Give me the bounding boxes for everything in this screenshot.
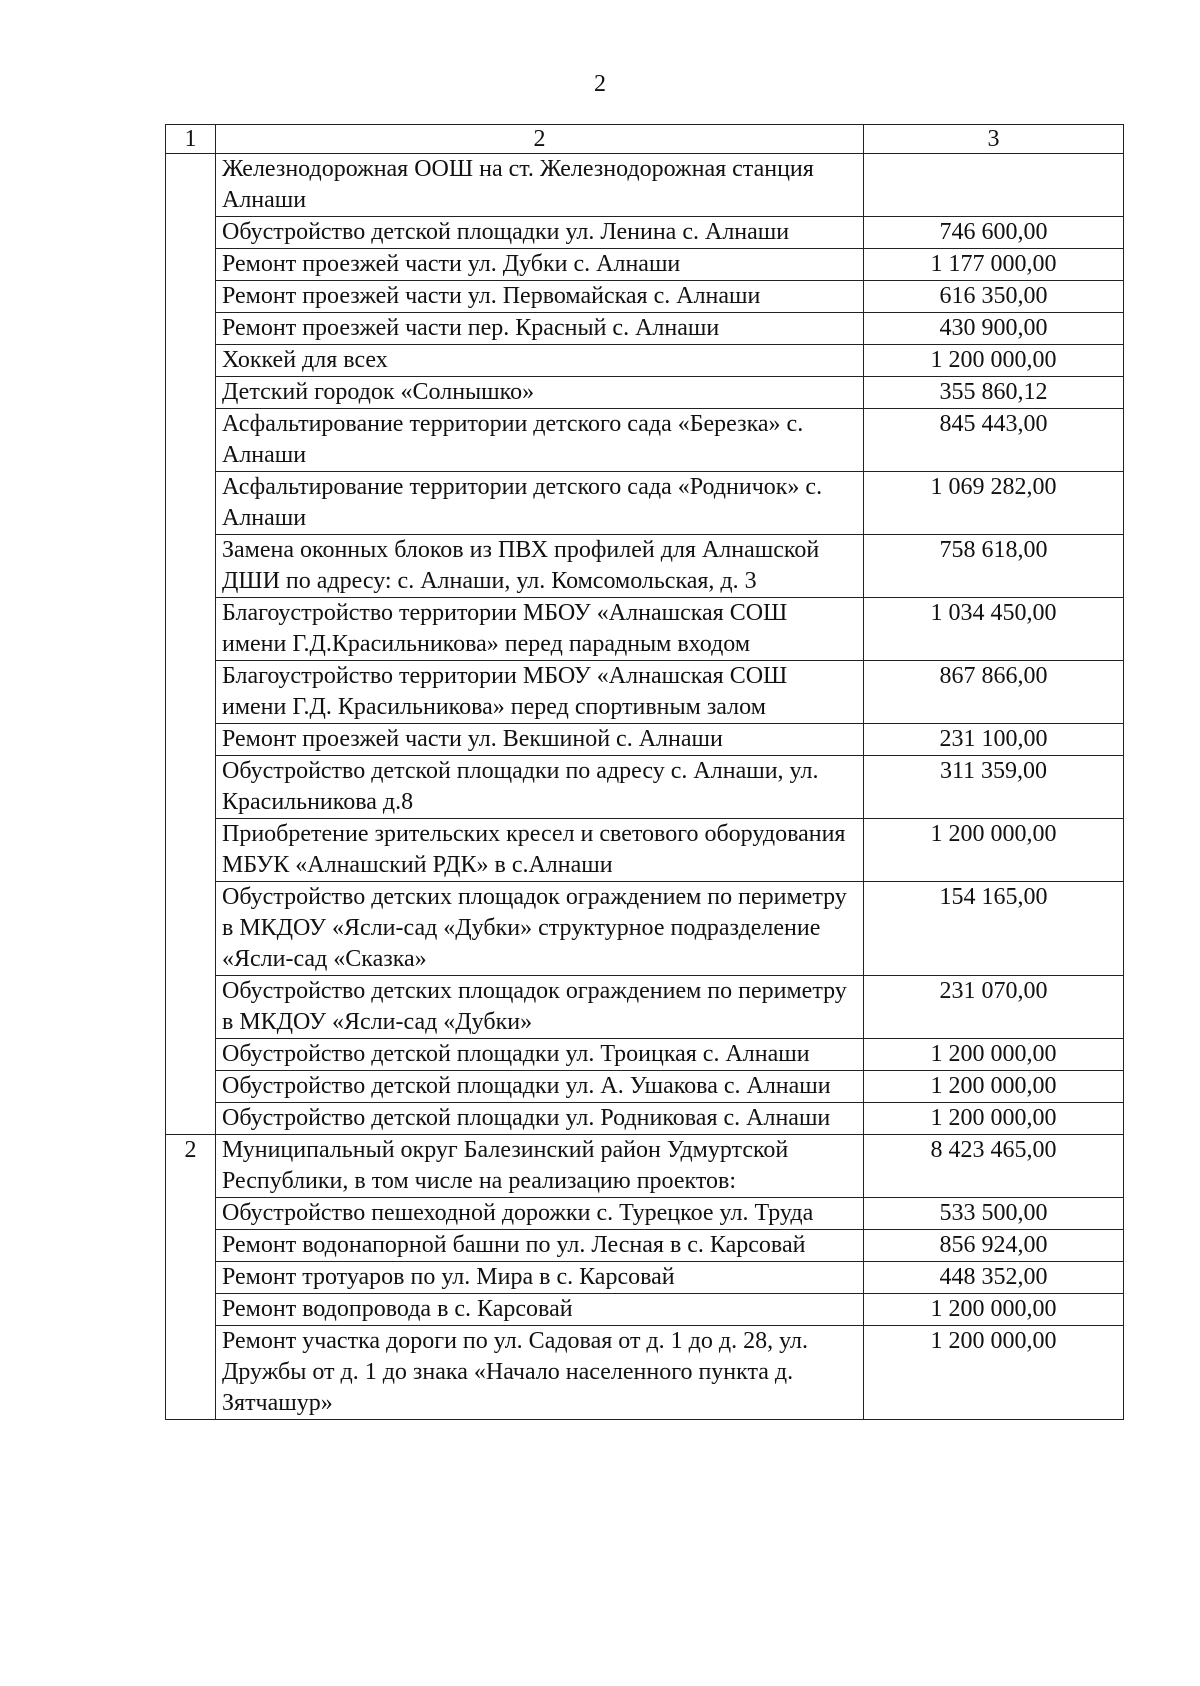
project-description: Благоустройство территории МБОУ «Алнашская СОШ имени Г.Д. Красильникова» перед спортивным залом — [216, 661, 864, 724]
project-description: Ремонт водонапорной башни по ул. Лесная в с. Карсовай — [216, 1230, 864, 1262]
table-row — [166, 377, 1124, 409]
table-row — [166, 724, 1124, 756]
table-row — [166, 882, 1124, 976]
project-amount: 1 200 000,00 — [864, 1326, 1124, 1420]
table-row — [166, 819, 1124, 882]
project-description: Ремонт участка дороги по ул. Садовая от д. 1 до д. 28, ул. Дружбы от д. 1 до знака «Начало населенного пункта д. Зятчашур» — [216, 1326, 864, 1420]
project-amount: 1 200 000,00 — [864, 345, 1124, 377]
table-row — [166, 598, 1124, 661]
table-row — [166, 472, 1124, 535]
table-row — [166, 1262, 1124, 1294]
project-amount: 1 200 000,00 — [864, 1294, 1124, 1326]
header-col-1: 1 — [166, 125, 216, 154]
project-amount: 1 177 000,00 — [864, 249, 1124, 281]
project-description: Железнодорожная ООШ на ст. Железнодорожная станция Алнаши — [216, 154, 864, 217]
project-amount: 845 443,00 — [864, 409, 1124, 472]
project-amount: 311 359,00 — [864, 756, 1124, 819]
project-amount: 1 200 000,00 — [864, 1103, 1124, 1135]
project-amount: 616 350,00 — [864, 281, 1124, 313]
header-col-3: 3 — [864, 125, 1124, 154]
project-description: Асфальтирование территории детского сада «Родничок» с. Алнаши — [216, 472, 864, 535]
project-amount: 1 034 450,00 — [864, 598, 1124, 661]
row-number: 2 — [166, 1135, 216, 1420]
table-row — [166, 1103, 1124, 1135]
project-amount: 867 866,00 — [864, 661, 1124, 724]
project-description: Обустройство детской площадки по адресу с. Алнаши, ул. Красильникова д.8 — [216, 756, 864, 819]
table-row — [166, 756, 1124, 819]
project-amount: 430 900,00 — [864, 313, 1124, 345]
project-description: Приобретение зрительских кресел и светового оборудования МБУК «Алнашский РДК» в с.Алнаши — [216, 819, 864, 882]
project-amount: 1 069 282,00 — [864, 472, 1124, 535]
project-description: Детский городок «Солнышко» — [216, 377, 864, 409]
project-amount: 355 860,12 — [864, 377, 1124, 409]
project-description: Ремонт проезжей части пер. Красный с. Алнаши — [216, 313, 864, 345]
table-header-row — [166, 125, 1124, 154]
project-amount: 8 423 465,00 — [864, 1135, 1124, 1198]
table-row — [166, 1039, 1124, 1071]
table-row — [166, 281, 1124, 313]
table-row — [166, 409, 1124, 472]
header-col-2: 2 — [216, 125, 864, 154]
row-number — [166, 154, 216, 1135]
project-description: Ремонт проезжей части ул. Дубки с. Алнаши — [216, 249, 864, 281]
table-row — [166, 154, 1124, 217]
project-description: Ремонт проезжей части ул. Векшиной с. Алнаши — [216, 724, 864, 756]
project-amount — [864, 154, 1124, 217]
funding-table — [165, 124, 1124, 1420]
table-row — [166, 1294, 1124, 1326]
project-amount: 856 924,00 — [864, 1230, 1124, 1262]
project-amount: 448 352,00 — [864, 1262, 1124, 1294]
table-row — [166, 535, 1124, 598]
project-amount: 231 070,00 — [864, 976, 1124, 1039]
project-amount: 746 600,00 — [864, 217, 1124, 249]
project-description: Обустройство детской площадки ул. А. Ушакова с. Алнаши — [216, 1071, 864, 1103]
project-amount: 231 100,00 — [864, 724, 1124, 756]
project-description: Хоккей для всех — [216, 345, 864, 377]
project-description: Муниципальный округ Балезинский район Удмуртской Республики, в том числе на реализацию проектов: — [216, 1135, 864, 1198]
table-row — [166, 249, 1124, 281]
project-description: Ремонт тротуаров по ул. Мира в с. Карсовай — [216, 1262, 864, 1294]
table-row — [166, 217, 1124, 249]
project-description: Обустройство пешеходной дорожки с. Турецкое ул. Труда — [216, 1198, 864, 1230]
table-row — [166, 1326, 1124, 1420]
table-row — [166, 1230, 1124, 1262]
table-row — [166, 345, 1124, 377]
table-row — [166, 1135, 1124, 1198]
project-description: Ремонт водопровода в с. Карсовай — [216, 1294, 864, 1326]
project-description: Обустройство детской площадки ул. Ленина с. Алнаши — [216, 217, 864, 249]
project-description: Обустройство детской площадки ул. Родниковая с. Алнаши — [216, 1103, 864, 1135]
table-row — [166, 661, 1124, 724]
project-amount: 758 618,00 — [864, 535, 1124, 598]
project-description: Обустройство детских площадок ограждением по периметру в МКДОУ «Ясли-сад «Дубки» структурное подразделение «Ясли-сад «Сказка» — [216, 882, 864, 976]
project-amount: 1 200 000,00 — [864, 1039, 1124, 1071]
table-row — [166, 1198, 1124, 1230]
table-row — [166, 976, 1124, 1039]
project-description: Обустройство детской площадки ул. Троицкая с. Алнаши — [216, 1039, 864, 1071]
project-amount: 1 200 000,00 — [864, 819, 1124, 882]
table-row — [166, 1071, 1124, 1103]
project-amount: 154 165,00 — [864, 882, 1124, 976]
table-row — [166, 313, 1124, 345]
project-amount: 533 500,00 — [864, 1198, 1124, 1230]
project-description: Благоустройство территории МБОУ «Алнашская СОШ имени Г.Д.Красильникова» перед парадным входом — [216, 598, 864, 661]
project-description: Ремонт проезжей части ул. Первомайская с. Алнаши — [216, 281, 864, 313]
project-amount: 1 200 000,00 — [864, 1071, 1124, 1103]
project-description: Замена оконных блоков из ПВХ профилей для Алнашской ДШИ по адресу: с. Алнаши, ул. Комсомольская, д. 3 — [216, 535, 864, 598]
page-number: 2 — [594, 71, 606, 97]
project-description: Асфальтирование территории детского сада «Березка» с. Алнаши — [216, 409, 864, 472]
project-description: Обустройство детских площадок ограждением по периметру в МКДОУ «Ясли-сад «Дубки» — [216, 976, 864, 1039]
